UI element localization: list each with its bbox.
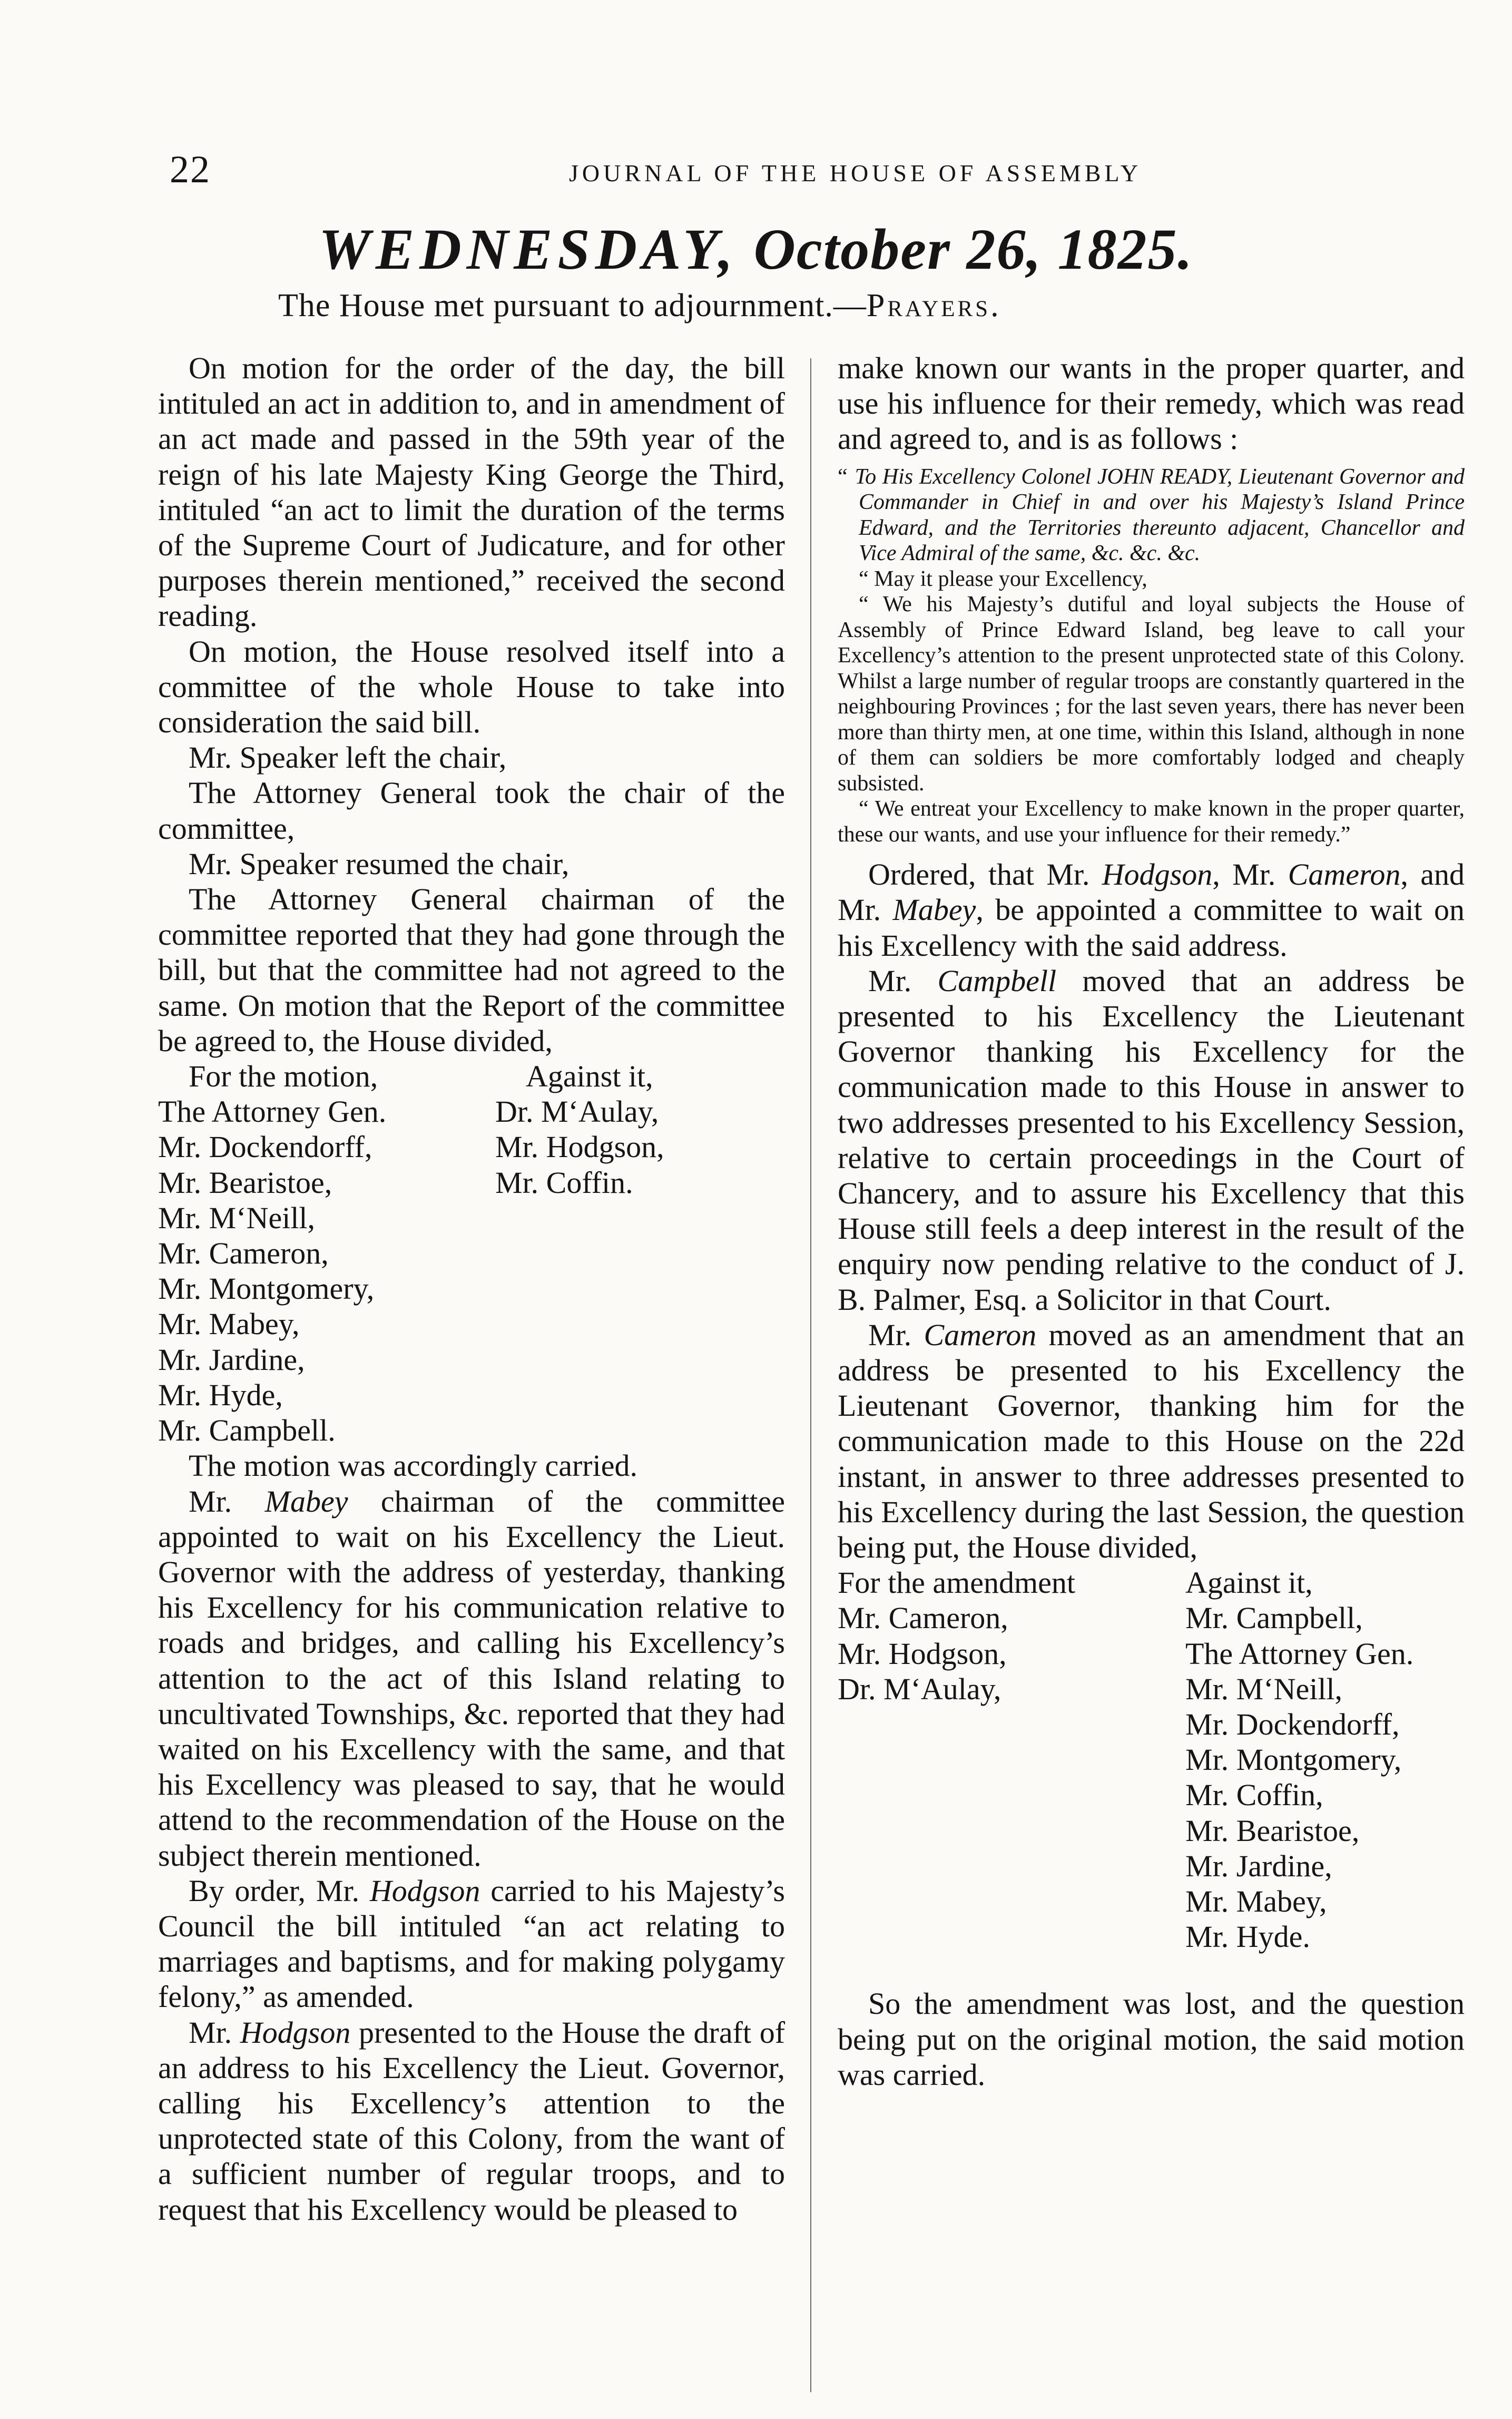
for-name: Mr. Mabey, xyxy=(158,1307,300,1341)
paragraph: Mr. Speaker left the chair, xyxy=(189,740,507,775)
against-name: Mr. Hodgson, xyxy=(495,1130,664,1164)
against-header: Against it, xyxy=(1185,1565,1313,1600)
division-row xyxy=(838,1671,1465,1707)
right-column xyxy=(838,350,1465,2092)
for-header: For the amendment xyxy=(838,1565,1076,1600)
for-name: Mr. Bearistoe, xyxy=(158,1165,332,1200)
for-name: Mr. Hodgson, xyxy=(838,1636,1007,1671)
for-name: Mr. Cameron, xyxy=(158,1236,329,1271)
division-header xyxy=(158,1059,785,1094)
against-name: Dr. M‘Aulay, xyxy=(495,1094,659,1129)
address-salutation: “ May it please your Excellency, xyxy=(859,566,1147,591)
date-heading xyxy=(0,216,1512,283)
for-name: Mr. Hyde, xyxy=(158,1377,283,1412)
against-name: Mr. M‘Neill, xyxy=(1185,1671,1343,1706)
paragraph: The motion was accordingly carried. xyxy=(189,1448,637,1483)
division-header xyxy=(838,1565,1465,1600)
against-name: Mr. Hyde. xyxy=(1185,1919,1310,1954)
division-list-2 xyxy=(838,1565,1465,1954)
division-row xyxy=(838,1636,1465,1671)
against-name: Mr. Dockendorff, xyxy=(1185,1707,1400,1741)
paragraph: Mr. Cameron moved as an amendment that an address be presented to his Excellency the Lieutenant Governor, thanking him for the communication made to this House on the 22d instant, in answer to three addresses presented to his Excellency during the last Session, the question being put, the House divided, xyxy=(838,1317,1465,1564)
paragraph: make known our wants in the proper quarter, and use his influence for their remedy, which was read and agreed to, and is as follows : xyxy=(838,351,1465,456)
against-name: The Attorney Gen. xyxy=(1185,1636,1414,1671)
against-name: Mr. Jardine, xyxy=(1185,1848,1332,1883)
division-row xyxy=(158,1165,785,1200)
against-name: Mr. Montgomery, xyxy=(1185,1742,1402,1777)
for-name: Mr. Cameron, xyxy=(838,1601,1008,1635)
paragraph: Mr. Campbell moved that an address be presented to his Excellency the Lieutenant Governor thanking his Excellency for the communication made to this House in answer to two addresses presented to his Excellency Session, relative to certain proceedings in the Court of Chancery, and to assure his Excellency that this House still feels a deep interest in the result of the enquiry now pending relative to the conduct of J. B. Palmer, Esq. a Solicitor in that Court. xyxy=(838,963,1465,1317)
address-paragraph: “ We entreat your Excellency to make known in the proper quarter, these our wants, and use your influence for their remedy.” xyxy=(838,797,1465,847)
division-row xyxy=(158,1129,785,1164)
address-paragraph: “ We his Majesty’s dutiful and loyal subjects the House of Assembly of Prince Edward Island, beg leave to call your Excellency’s attention to the present unprotected state of this Colony. Whilst a large number of regular troops are constantly quartered in the neighbouring Provinces ; for the last seven years, there has never been more than thirty men, at one time, within this Island, although in none of them can soldiers be more comfortably lodged and cheaply subsisted. xyxy=(838,592,1465,796)
column-rule xyxy=(810,358,811,2392)
division-row xyxy=(838,1600,1465,1635)
against-name: Mr. Bearistoe, xyxy=(1185,1813,1360,1848)
for-name: Mr. Montgomery, xyxy=(158,1271,375,1306)
against-name: Mr. Coffin. xyxy=(495,1165,633,1200)
paragraph: Mr. Mabey chairman of the committee appointed to wait on his Excellency the Lieut. Governor with the address of yesterday, thanking his Excellency for his communication relative to roads and bridges, and calling his Excellency’s attention to the act of this Island relating to uncultivated Townships, &c. reported that they had waited on his Excellency with the same, and that his Excellency was pleased to say, that he would attend to the recommendation of the House on the subject therein mentioned. xyxy=(158,1484,785,1873)
paragraph: On motion, the House resolved itself into a committee of the whole House to take into consideration the said bill. xyxy=(158,634,785,740)
paragraph: The Attorney General chairman of the committee reported that they had gone through the bill, but that the committee had not agreed to the same. On motion that the Report of the committee be agreed to, the House divided, xyxy=(158,882,785,1058)
heading-date: October 26, 1825. xyxy=(753,217,1193,281)
for-name: Mr. Jardine, xyxy=(158,1342,305,1377)
for-name: The Attorney Gen. xyxy=(158,1094,387,1129)
address-text xyxy=(838,464,1465,848)
against-name: Mr. Campbell, xyxy=(1185,1601,1363,1635)
left-column xyxy=(158,350,785,2227)
division-list-1 xyxy=(158,1059,785,1448)
for-header: For the motion, xyxy=(189,1059,378,1094)
for-name: Mr. Campbell. xyxy=(158,1413,336,1448)
against-header: Against it, xyxy=(526,1059,653,1094)
met-line xyxy=(278,287,1002,325)
paragraph: On motion for the order of the day, the bill intituled an act in addition to, and in amendment of an act made and passed in the 59th year of the reign of his late Majesty King George the Third, intituled “an act to limit the duration of the terms of the Supreme Court of Judicature, and for other purposes therein mentioned,” received the second reading. xyxy=(158,351,785,633)
against-name: Mr. Coffin, xyxy=(1185,1778,1323,1813)
division-row xyxy=(158,1094,785,1129)
for-name: Dr. M‘Aulay, xyxy=(838,1671,1002,1706)
for-name: Mr. Dockendorff, xyxy=(158,1130,372,1164)
paragraph: So the amendment was lost, and the question being put on the original motion, the said motion was carried. xyxy=(838,1986,1465,2092)
paragraph: By order, Mr. Hodgson carried to his Majesty’s Council the bill intituled “an act relating to marriages and baptisms, and for making polygamy felony,” as amended. xyxy=(158,1873,785,2014)
paragraph: Mr. Speaker resumed the chair, xyxy=(189,846,570,881)
met-text: The House met pursuant to adjournment.— xyxy=(278,288,867,324)
paragraph: Mr. Hodgson presented to the House the draft of an address to his Excellency the Lieut. Governor, calling his Excellency’s attention to the unprotected state of this Colony, from the want of a sufficient number of regular troops, and to request that his Excellency would be pleased to xyxy=(158,2015,786,2227)
against-name: Mr. Mabey, xyxy=(1185,1884,1327,1918)
page-number: 22 xyxy=(170,148,211,191)
running-head: JOURNAL OF THE HOUSE OF ASSEMBLY xyxy=(569,160,1142,187)
for-name: Mr. M‘Neill, xyxy=(158,1200,316,1235)
heading-day: WEDNESDAY, xyxy=(319,217,738,281)
paragraph: Ordered, that Mr. Hodgson, Mr. Cameron, and Mr. Mabey, be appointed a committee to wait on his Excellency with the said address. xyxy=(838,857,1465,963)
paragraph: The Attorney General took the chair of the committee, xyxy=(158,776,785,846)
prayers: Prayers. xyxy=(866,288,1002,324)
address-to: “ To His Excellency Colonel JOHN READY, Lieutenant Governor and Commander in Chief in and over his Majesty’s Island Prince Edward, and the Territories thereunto adjacent, Chancellor and Vice Admiral of the same, &c. &c. &c. xyxy=(838,464,1465,566)
